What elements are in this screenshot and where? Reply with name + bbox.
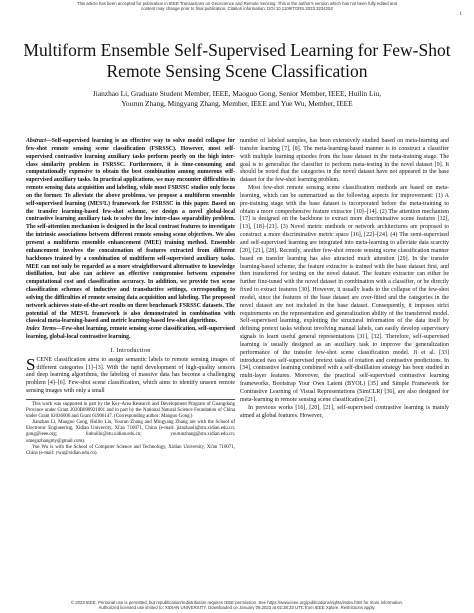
- intro-text: classification aims to assign semantic labels to remote sensing images of different categories [1]–[3]. With the rapid development of high-quality sensors and deep learning algorithms, the labeling of massive data has become a challenging problem [4]–[6]. Few-shot scene classification, which aims to identify unseen remote sensing images with only a small: [26, 356, 235, 395]
- footnote: Yue Wu is with the School of Computer Science and Technology, Xidian University, Xi'an 710071, China (e-mail: ywu@xidian.edu.cn).: [26, 444, 235, 456]
- author-line: Jianzhao Li, Graduate Student Member, IEEE, Maoguo Gong, Senior Member, IEEE, Huilin Liu,: [92, 89, 382, 98]
- header-notice-line: This article has been accepted for publication in IEEE Transactions on Geoscience and Remote Sensing. This is the author's version which has not been fully edited and: [76, 1, 398, 6]
- abstract-text: —Self-supervised learning is an effective way to solve model collapse for few-shot remote sensing scene classification (FSRSSC). However, most self-supervised contrastive learning auxiliary tasks perform poorly on the high inter-class similarity problem in FSRSSC. Furthermore, it is time-consuming and computationally expensive to obtain the best combination among numerous self-supervised auxiliary tasks. In practical applications, we may encounter difficulties in remote sensing data acquisition and labeling, while most FSRSSC studies only focus on the former. To alleviate the above problems, we propose a multiform ensemble self-supervised learning (MES²L) framework for FSRSSC in this paper. Based on the transfer learning-based few-shot scheme, we design a novel global-local contrastive learning auxiliary task to solve the low inter-class separability problem. The self-attention mechanism is designed in the local contrast features to investigate the intrinsic associations between different remote sensing scene objectives. We also present a multiform ensemble enhancement (MEE) training method. Ensemble enhancement involves the concatenation of features extracted from different backbones trained by a combination of multiform self-supervised auxiliary tasks. MEE can not only be regarded as a more straightforward alternative to knowledge distillation, but also can achieve an effective compromise between expensive computational cost and classification accuracy. In addition, we provide two scene classification schemes of inductive and transductive settings, corresponding to solving the difficulties of remote sensing data acquisition and labeling. The proposed network achieves state-of-the-art results on three benchmark FSRSSC datasets. The potential of the MES²L framework is also demonstrated in combination with classical meta-learning-based and metric learning-based few-shot algorithms.: [26, 138, 235, 325]
- page-number: 1: [459, 12, 462, 17]
- author-line: Yourun Zhang, Mingyang Zhang, Member, IEEE and Yue Wu, Member, IEEE: [121, 99, 353, 108]
- footer-notice: [0, 600, 474, 611]
- header-notice: [0, 1, 474, 12]
- body-paragraph: number of labeled samples, has been extensively studied based on meta-learning and transfer learning [7], [8]. The meta-learning-based manner is to construct a classifier with multiple learning episodes from the base dataset in the meta-training stage. The goal is to generalize the classifier to perform meta-testing in the novel dataset [9]. It should be noted that the categories in the novel dataset have not appeared in the base dataset for the few-shot learning problem.: [240, 138, 449, 184]
- paper-title: Multiform Ensemble Self-Supervised Learning for Few-Shot Remote Sensing Scene Classification: [23, 40, 451, 81]
- intro-paragraph: [26, 354, 235, 396]
- index-terms: [26, 326, 235, 342]
- index-terms-text: —Few-shot learning, remote sensing scene classification, self-supervised learning, global-local contrastive learning.: [26, 326, 235, 341]
- license-line: Authorized licensed use limited to: XIDIAN UNIVERSITY. Downloaded on January 09,2023 at 02:38:33 UTC from IEEE Xplore. Restrictions apply.: [98, 605, 376, 611]
- author-list: [30, 89, 444, 109]
- abstract-label: Abstract: [26, 138, 46, 144]
- index-terms-label: Index Terms: [26, 326, 57, 333]
- intro-first-word: CENE: [36, 356, 52, 363]
- copyright-line: © 2023 IEEE. Personal use is permitted, but republication/redistribution requires IEEE permission. See https://www.ieee.org/publications/rights/index.html for more information.: [70, 600, 404, 605]
- footnote: This work was supported in part by the Key-Area Research and Development Program of Guangdong Province under Grant 2020B090921001 and in part by the National Natural Science Foundation of China under Grant 62036006 and Grant 61906147. (Corresponding author: Maoguo Gong.): [26, 402, 235, 420]
- footnotes: [26, 399, 235, 457]
- right-column: [240, 138, 449, 420]
- section-heading: I. Introduction: [110, 346, 151, 354]
- footnote: Jianzhao Li, Maoguo Gong, Huilin Liu, Yourun Zhang and Mingyang Zhang are with the School of Electronic Engineering, Xidian University, Xi'an 710071, China (e-mail: jianzhaoli@stu.xidian.edu.cn; gong@ieee.org; liuhuilin@stu.xidian.edu.cn; yourunzhang@stu.xidian.edu.cn; omegazhangmy@gmail.com).: [26, 420, 235, 444]
- body-paragraph: Most few-shot remote sensing scene classification methods are based on meta-learning, which can be summarized as the following aspects for improvement: (1) A pre-training stage with the base dataset is incorporated before the meta-training to obtain a more comprehensive feature extractor [10]–[14]. (2) The attention mechanism [17] is designed on the backbone to extract more discriminative scene features [12], [13], [18]–[21]. (3) Novel metric methods or network architectures are proposed to construct a more discriminative metric space [16], [22]–[24]. (4) The semi-supervised and self-supervised learning are integrated into meta-learning to alleviate data scarcity [20], [21], [28]. Recently, another few-shot remote sensing scene classification manner based on transfer learning has also attracted much attention [29]. In the transfer learning-based scheme, the feature extractor is trained with the base dataset first, and then transferred for testing on the novel dataset. The feature extractor can either be further fine-tuned with the novel dataset in combination with a classifier, or be directly fixed to extract features [30]. However, it usually leads to the collapse of the few-shot model, since the features of the base dataset are over-fitted and the categories in the novel dataset are not included in the base dataset. Consequently, it imposes strict requirements on the representation and generalization ability of the transferred model. Self-supervised learning, exploiting the structural information of the data itself by defining pretext tasks without involving manual labels, can easily develop supervisory signals to learn useful general representations [31], [32]. Therefore, self-supervised learning is usually designed as an auxiliary task to improve the generalization performance of the transfer few-shot scene classification model. Ji et al. [33] introduced two self-supervised pretext tasks of rotation and contrastive predictions. In [34], contrastive learning combined with a self-distillation strategy has been studied in multi-layer features. Moreover, the practical self-supervised contrastive learning frameworks, Bootstrap Your Own Latent (BYOL) [35] and Simple Framework for Contrastive Learning of Visual Representations (SimCLR) [36], are also designed for meta-learning in remote sensing scene classification [21].: [240, 185, 449, 403]
- left-column: [26, 138, 235, 457]
- abstract: [26, 138, 235, 326]
- header-notice-line: content may change prior to final publication. Citation information: DOI 10.1109/TGRS.2023.3234252: [141, 6, 333, 12]
- drop-cap: S: [26, 354, 36, 374]
- body-paragraph: In previous works [16], [20], [21], self-supervised contrastive learning is mainly aimed at global features. However,: [240, 404, 449, 419]
